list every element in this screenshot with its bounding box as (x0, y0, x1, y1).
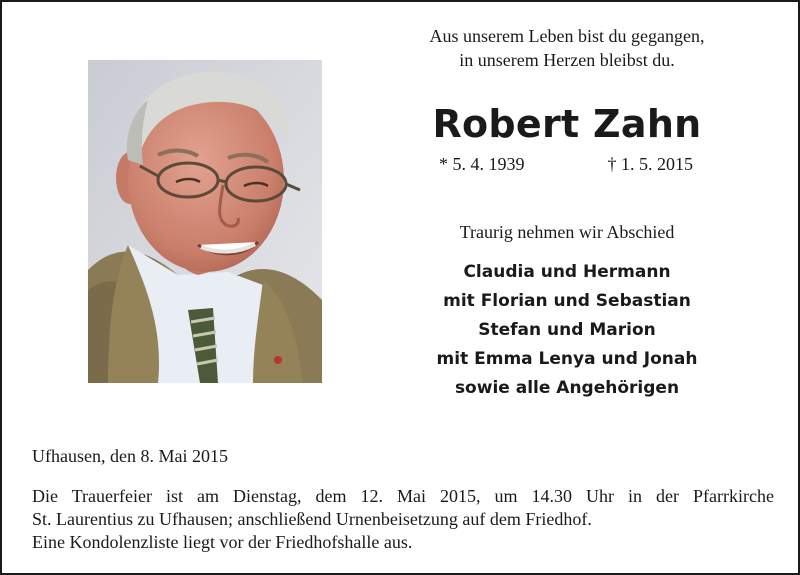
memorial-verse (402, 24, 732, 72)
farewell-intro: Traurig nehmen wir Abschied (459, 222, 675, 242)
verse-line: Aus unserem Leben bist du gegangen, (429, 26, 705, 46)
funeral-details-line: Die Trauerfeier ist am Dienstag, dem 12. Mai 2015, um 14.30 Uhr in der Pfarrkirche (32, 486, 774, 506)
funeral-details (32, 485, 774, 554)
mourner-line: mit Emma Lenya und Jonah (436, 349, 698, 369)
deceased-name: Robert Zahn (432, 102, 702, 146)
mourner-line: Stefan und Marion (478, 320, 656, 340)
mourner-line: mit Florian und Sebastian (443, 291, 691, 311)
life-dates (439, 152, 693, 176)
death-date: † 1. 5. 2015 (607, 154, 693, 174)
birth-date: * 5. 4. 1939 (439, 154, 525, 174)
mourners-list (402, 258, 732, 403)
mourner-line: Claudia und Hermann (463, 262, 671, 282)
mourner-line: sowie alle Angehörigen (454, 378, 680, 398)
funeral-details-line: St. Laurentius zu Ufhausen; anschließend Urnenbeisetzung auf dem Friedhof. (32, 509, 592, 529)
place-and-date: Ufhausen, den 8. Mai 2015 (32, 446, 228, 466)
portrait-photo (88, 60, 322, 383)
verse-line: in unserem Herzen bleibst du. (459, 50, 675, 70)
funeral-details-line: Eine Kondolenzliste liegt vor der Friedhofshalle aus. (32, 532, 413, 552)
